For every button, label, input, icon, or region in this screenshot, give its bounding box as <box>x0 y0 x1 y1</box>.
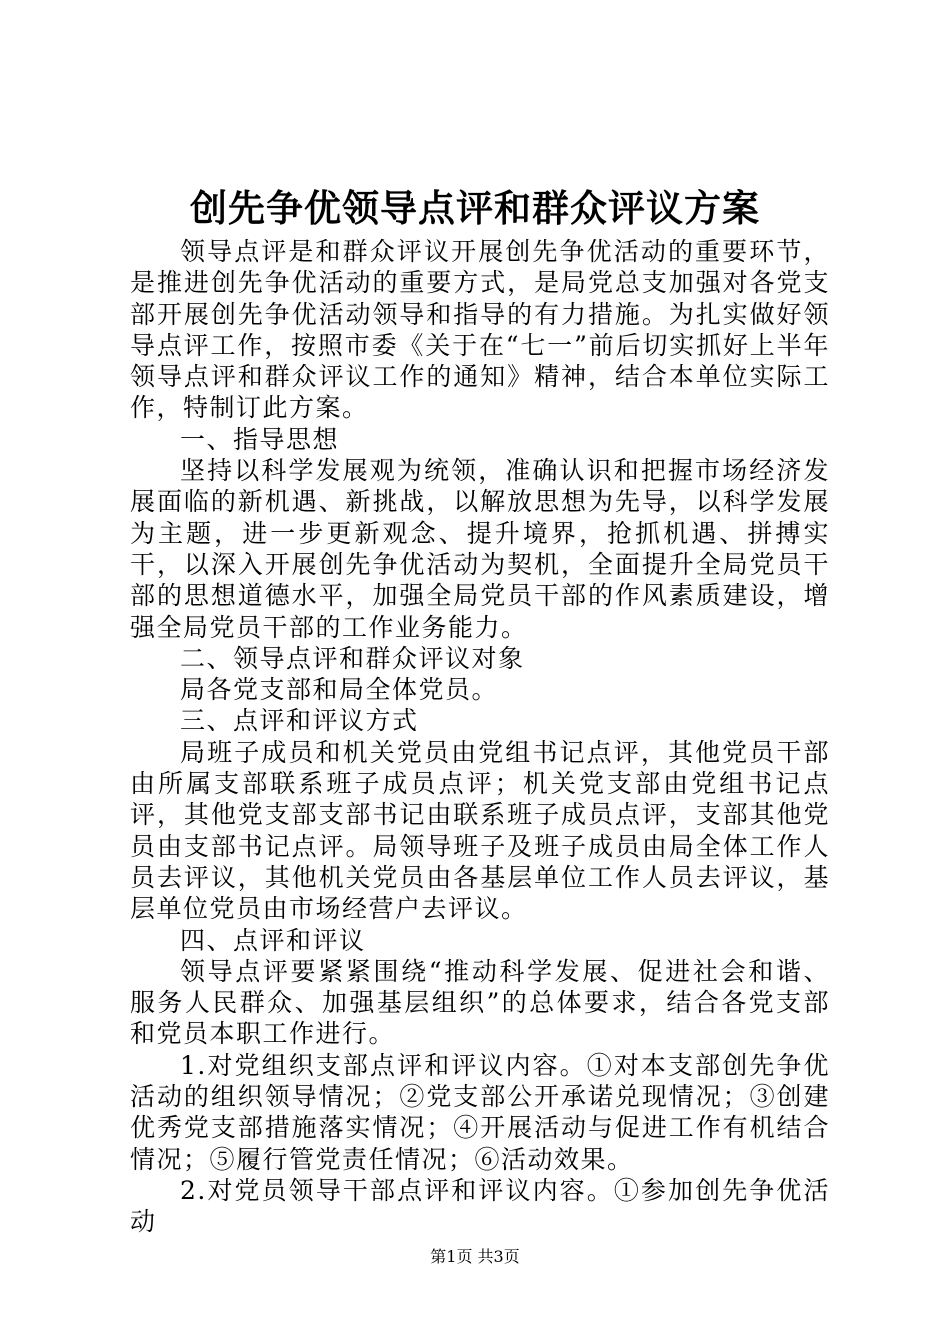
paragraph-intro: 领导点评是和群众评议开展创先争优活动的重要环节，是推进创先争优活动的重要方式，是局党总支加强对各党支部开展创先争优活动领导和指导的有力措施。为扎实做好领导点评工作，按照市委《关于在“七一”前后切实抓好上半年领导点评和群众评议工作的通知》精神，结合本单位实际工作，特制订此方案。 <box>130 237 830 423</box>
paragraph-methods: 局班子成员和机关党员由党组书记点评，其他党员干部由所属支部联系班子成员点评；机关党支部由党组书记点评，其他党支部支部书记由联系班子成员点评，支部其他党员由支部书记点评。局领导班子及班子成员由局全体工作人员去评议，其他机关党员由各基层单位工作人员去评议，基层单位党员由市场经营户去评议。 <box>130 737 830 924</box>
section-heading-methods: 三、点评和评议方式 <box>180 706 419 736</box>
paragraph-item-2: 2.对党员领导干部点评和评议内容。①参加创先争优活动 <box>130 1175 830 1237</box>
paragraph-review: 领导点评要紧紧围绕“推动科学发展、促进社会和谐、服务人民群众、加强基层组织”的总体要求，结合各党支部和党员本职工作进行。 <box>130 956 830 1049</box>
paragraph-targets: 局各党支部和局全体党员。 <box>180 675 499 705</box>
paragraph-guiding-ideology: 坚持以科学发展观为统领，准确认识和把握市场经济发展面临的新机遇、新挑战，以解放思想为先导，以科学发展为主题，进一步更新观念、提升境界，抢抓机遇、拼搏实干，以深入开展创先争优活动为契机，全面提升全局党员干部的思想道德水平，加强全局党员干部的作风素质建设，增强全局党员干部的工作业务能力。 <box>130 456 830 642</box>
page-footer: 第1页 共3页 <box>430 1247 520 1266</box>
section-heading-review: 四、点评和评议 <box>180 925 366 955</box>
document-body <box>130 236 830 1238</box>
section-heading-guiding-ideology: 一、指导思想 <box>180 424 340 454</box>
paragraph-item-1: 1.对党组织支部点评和评议内容。①对本支部创先争优活动的组织领导情况；②党支部公开承诺兑现情况；③创建优秀党支部措施落实情况；④开展活动与促进工作有机结合情况；⑤履行管党责任情况；⑥活动效果。 <box>130 1050 830 1174</box>
document-title: 创先争优领导点评和群众评议方案 <box>190 186 760 230</box>
section-heading-targets: 二、领导点评和群众评议对象 <box>180 643 525 673</box>
